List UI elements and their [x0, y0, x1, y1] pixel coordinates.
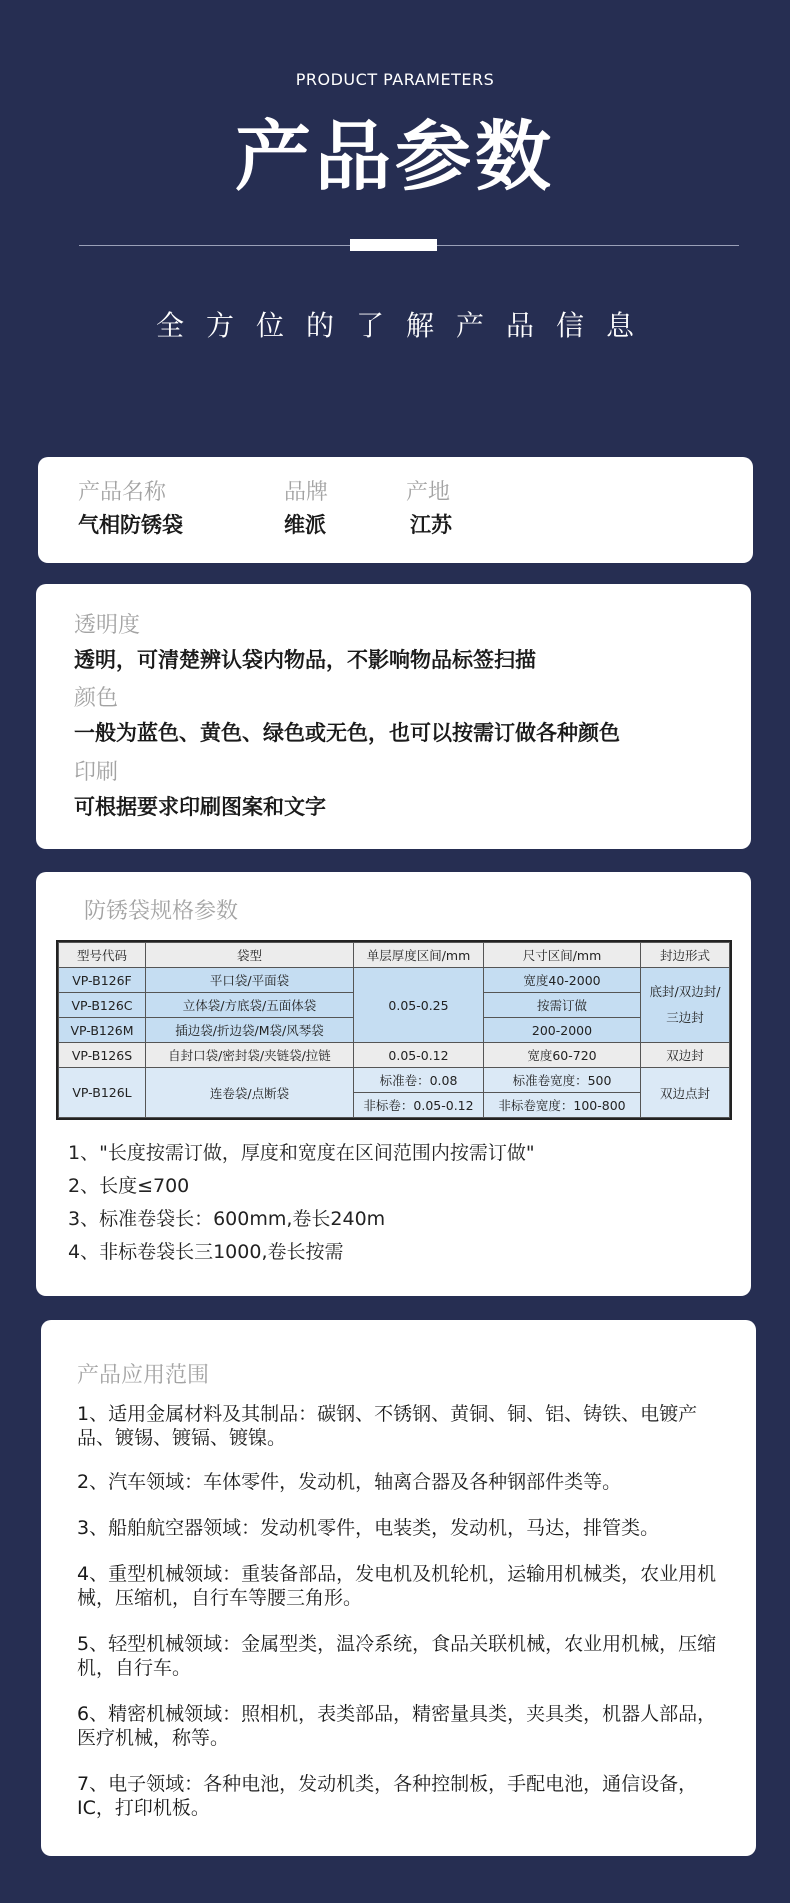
- print-label: 印刷: [74, 760, 119, 785]
- spec-header-cell: 单层厚度区间/mm: [354, 943, 484, 968]
- seal-cell: 双边封: [641, 1043, 730, 1068]
- spec-note: 4、非标卷袋长三1000,卷长按需: [68, 1241, 344, 1263]
- bag-type-cell: 插边袋/折边袋/M袋/风琴袋: [146, 1018, 354, 1043]
- spec-header-cell: 型号代码: [59, 943, 146, 968]
- size-cell: 按需订做: [484, 993, 641, 1018]
- header-en-title: PRODUCT PARAMETERS: [295, 70, 495, 89]
- product-info-card: [38, 457, 753, 563]
- spec-card: [36, 872, 751, 1296]
- bag-type-cell: 平口袋/平面袋: [146, 968, 354, 993]
- model-code-cell: VP-B126L: [59, 1068, 146, 1118]
- seal-cell: 双边点封: [641, 1068, 730, 1118]
- application-item: 4、重型机械领域：重装备部品，发电机及机轮机，运输用机械类，农业用机械，压缩机，自行车等腰三角形。: [77, 1563, 717, 1609]
- application-title: 产品应用范围: [77, 1363, 210, 1388]
- bag-type-cell: 自封口袋/密封袋/夹链袋/拉链: [146, 1043, 354, 1068]
- thickness-cell: 标准卷：0.08: [354, 1068, 484, 1093]
- spec-note: 1、"长度按需订做，厚度和宽度在区间范围内按需订做": [68, 1142, 535, 1164]
- application-item: 2、汽车领域：车体零件，发动机，轴离合器及各种钢部件类等。: [77, 1471, 622, 1493]
- application-item: 1、适用金属材料及其制品：碳钢、不锈钢、黄铜、铜、铝、铸铁、电镀产品、镀锡、镀镉、镀镍。: [77, 1403, 698, 1449]
- seal-cell: 底封/双边封/三边封: [641, 968, 730, 1043]
- application-card: [41, 1320, 756, 1856]
- table-row: [59, 968, 730, 993]
- application-item: 7、电子领域：各种电池，发动机类，各种控制板，手配电池，通信设备，IC，打印机板。: [77, 1773, 698, 1819]
- spec-note: 3、标准卷袋长：600mm,卷长240m: [68, 1208, 386, 1230]
- spec-title: 防锈袋规格参数: [84, 899, 239, 924]
- size-cell: 标准卷宽度：500: [484, 1068, 641, 1093]
- table-row: [59, 1043, 730, 1068]
- model-code-cell: VP-B126S: [59, 1043, 146, 1068]
- spec-header-cell: 封边形式: [641, 943, 730, 968]
- spec-table: [58, 942, 730, 1118]
- application-item: 3、船舶航空器领域：发动机零件，电装类，发动机，马达，排管类。: [77, 1517, 660, 1539]
- page-title: 产品参数: [235, 112, 555, 201]
- header-subtitle: 全方位的了解产品信息: [155, 309, 656, 342]
- brand-value: 维派: [284, 513, 326, 537]
- thickness-cell: 0.05-0.25: [354, 968, 484, 1043]
- model-code-cell: VP-B126F: [59, 968, 146, 993]
- table-row: [59, 1068, 730, 1093]
- spec-header-cell: 尺寸区间/mm: [484, 943, 641, 968]
- transparency-label: 透明度: [74, 613, 141, 638]
- color-value: 一般为蓝色、黄色、绿色或无色，也可以按需订做各种颜色: [74, 721, 620, 745]
- size-cell: 200-2000: [484, 1018, 641, 1043]
- spec-header-row: [59, 943, 730, 968]
- size-cell: 非标卷宽度：100-800: [484, 1093, 641, 1118]
- thickness-cell: 0.05-0.12: [354, 1043, 484, 1068]
- origin-value: 江苏: [410, 513, 452, 537]
- size-cell: 宽度40-2000: [484, 968, 641, 993]
- model-code-cell: VP-B126M: [59, 1018, 146, 1043]
- header-accent-bar: [350, 239, 437, 251]
- product-name-label: 产品名称: [78, 480, 167, 505]
- origin-label: 产地: [406, 480, 451, 505]
- color-label: 颜色: [74, 686, 119, 711]
- product-properties-card: [36, 584, 751, 849]
- spec-header-cell: 袋型: [146, 943, 354, 968]
- size-cell: 宽度60-720: [484, 1043, 641, 1068]
- transparency-value: 透明，可清楚辨认袋内物品，不影响物品标签扫描: [74, 648, 536, 672]
- bag-type-cell: 立体袋/方底袋/五面体袋: [146, 993, 354, 1018]
- brand-label: 品牌: [284, 480, 329, 505]
- thickness-cell: 非标卷：0.05-0.12: [354, 1093, 484, 1118]
- model-code-cell: VP-B126C: [59, 993, 146, 1018]
- spec-table-frame: [56, 940, 732, 1120]
- application-item: 6、精密机械领域：照相机，表类部品，精密量具类，夹具类，机器人部品，医疗机械，称等。: [77, 1703, 717, 1749]
- bag-type-cell: 连卷袋/点断袋: [146, 1068, 354, 1118]
- spec-note: 2、长度≤700: [68, 1175, 190, 1197]
- print-value: 可根据要求印刷图案和文字: [74, 795, 326, 819]
- product-name-value: 气相防锈袋: [78, 513, 183, 537]
- application-item: 5、轻型机械领域：金属型类，温冷系统，食品关联机械，农业用机械，压缩机，自行车。: [77, 1633, 717, 1679]
